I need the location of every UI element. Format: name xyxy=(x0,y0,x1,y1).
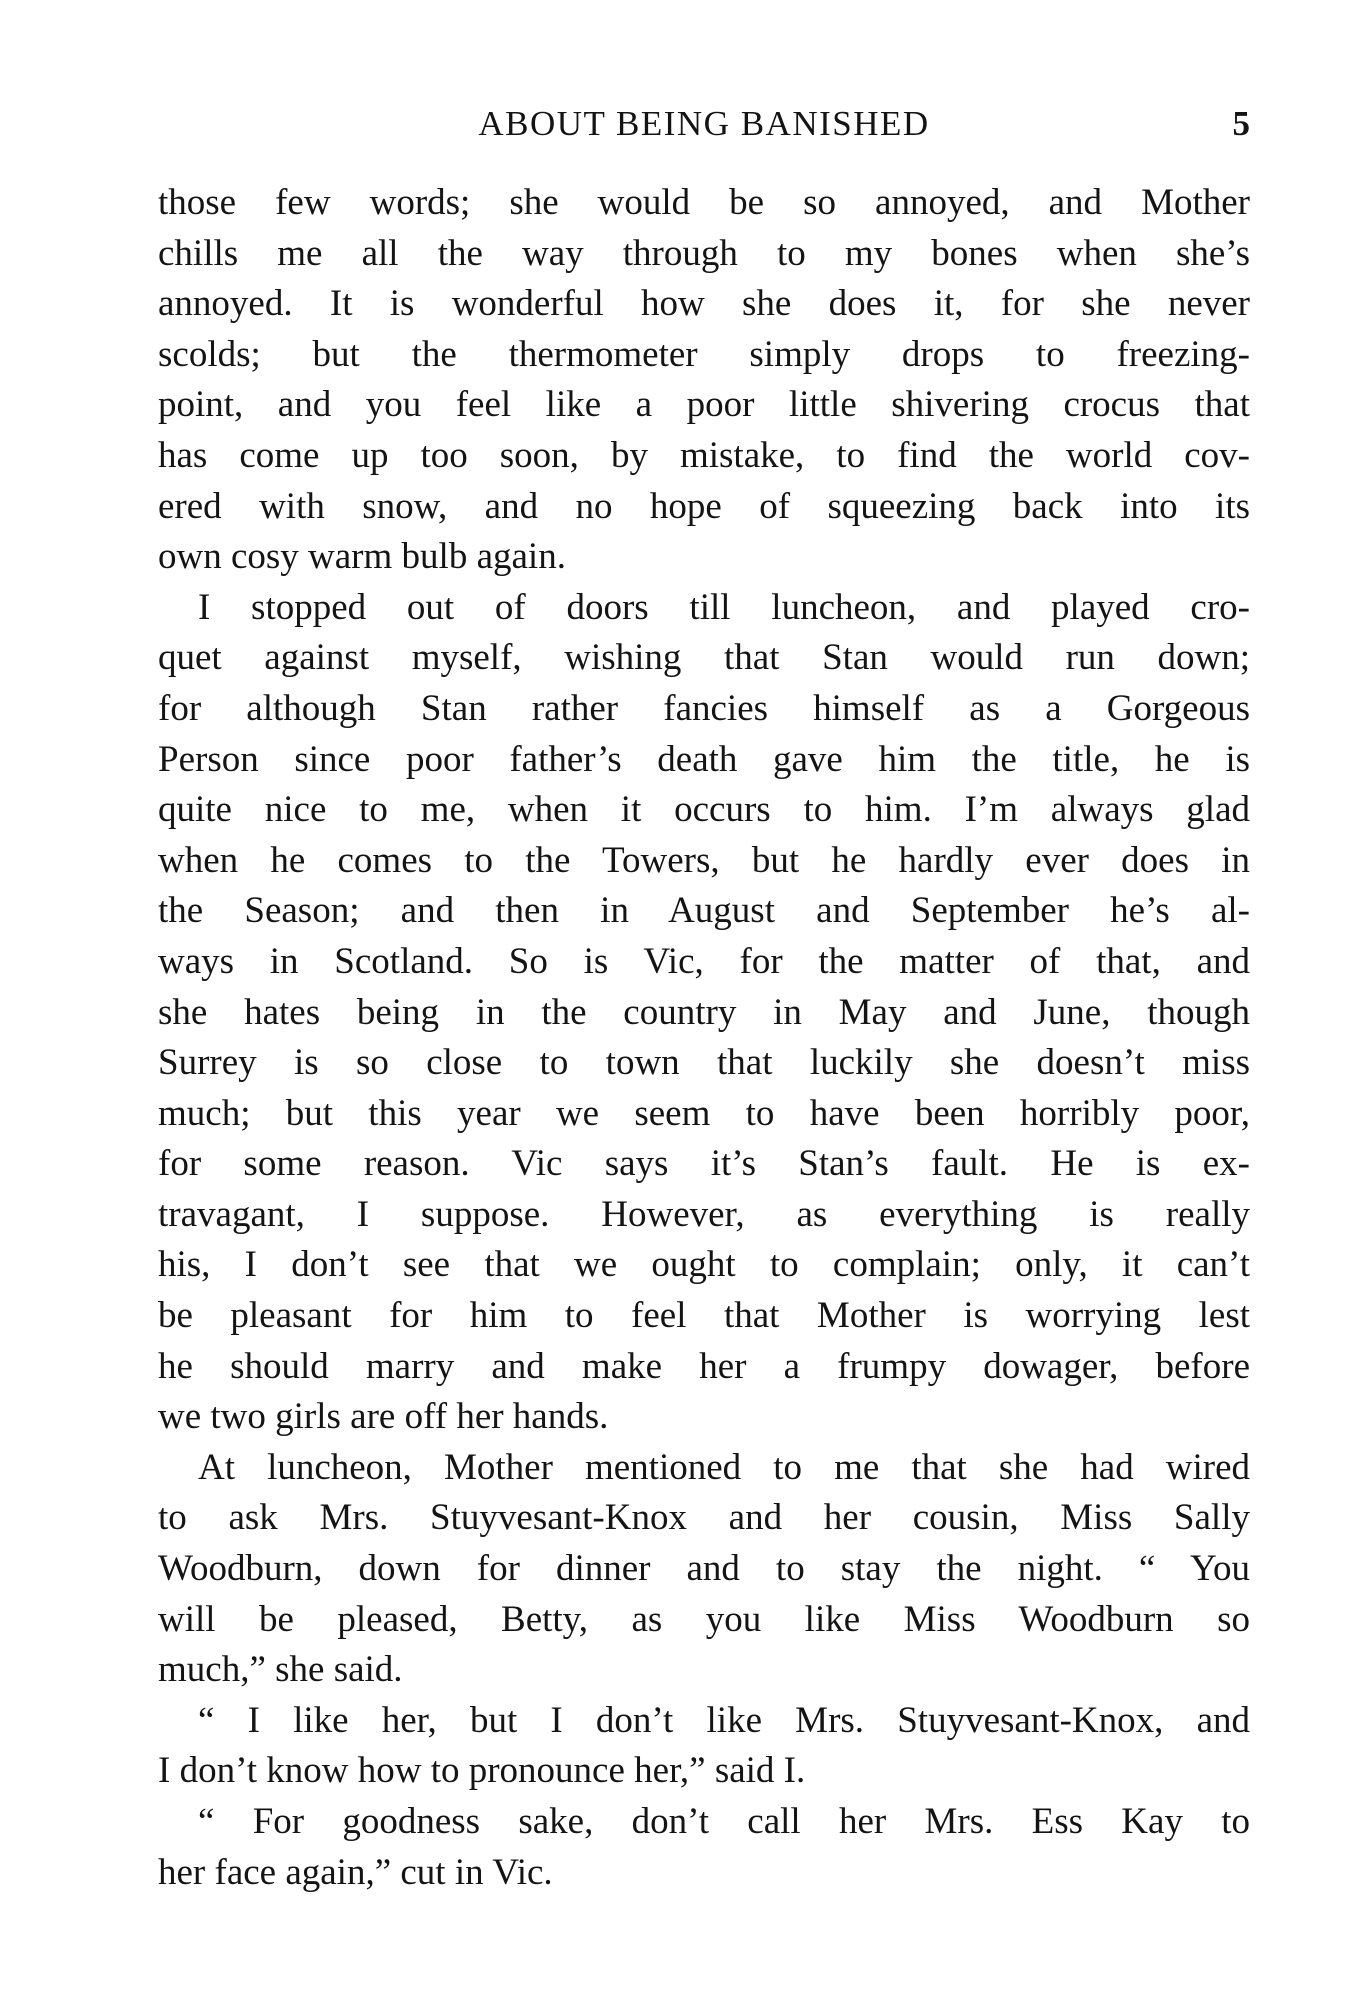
text-line: those few words; she would be so annoyed, and Mother xyxy=(158,182,1250,223)
text-line: for some reason. Vic says it’s Stan’s fault. He is ex- xyxy=(158,1143,1250,1185)
text-line: point, and you feel like a poor little shivering crocus that xyxy=(158,384,1250,426)
text-line: ways in Scotland. So is Vic, for the matter of that, and xyxy=(158,940,1250,982)
text-line: for although Stan rather fancies himself as a Gorgeous xyxy=(158,687,1250,729)
text-line: when he comes to the Towers, but he hardly ever does in xyxy=(158,839,1250,881)
text-line: quite nice to me, when it occurs to him. I’m always glad xyxy=(158,789,1250,831)
text-line: I stopped out of doors till luncheon, and played cro- xyxy=(198,586,1250,628)
paragraph xyxy=(158,178,1250,583)
text-line: to ask Mrs. Stuyvesant-Knox and her cousin, Miss Sally xyxy=(158,1497,1250,1539)
text-line: scolds; but the thermometer simply drops to freezing- xyxy=(158,333,1250,375)
paragraph xyxy=(158,1443,1250,1696)
text-line: the Season; and then in August and September he’s al- xyxy=(158,890,1250,932)
text-line: chills me all the way through to my bones when she’s xyxy=(158,232,1250,274)
text-line: ered with snow, and no hope of squeezing back into its xyxy=(158,485,1250,527)
text-line: I don’t know how to pronounce her,” said I. xyxy=(158,1750,806,1792)
paragraph xyxy=(158,583,1250,1443)
page-header xyxy=(158,104,1250,150)
paragraph xyxy=(158,1797,1250,1898)
page-number: 5 xyxy=(1232,104,1250,143)
text-line: she hates being in the country in May and June, though xyxy=(158,991,1250,1033)
text-line: we two girls are off her hands. xyxy=(158,1396,609,1438)
text-line: his, I don’t see that we ought to complain; only, it can’t xyxy=(158,1244,1250,1286)
text-line: At luncheon, Mother mentioned to me that she had wired xyxy=(198,1446,1250,1488)
text-line: own cosy warm bulb again. xyxy=(158,536,566,578)
text-line: much; but this year we seem to have been horribly poor, xyxy=(158,1092,1250,1134)
text-line: will be pleased, Betty, as you like Miss Woodburn so xyxy=(158,1598,1250,1640)
text-line: much,” she said. xyxy=(158,1649,403,1691)
body-text xyxy=(158,178,1250,1898)
text-line: Surrey is so close to town that luckily she doesn’t miss xyxy=(158,1042,1250,1084)
paragraph xyxy=(158,1696,1250,1797)
text-line: he should marry and make her a frumpy dowager, before xyxy=(158,1345,1250,1387)
text-line: be pleasant for him to feel that Mother is worrying lest xyxy=(158,1295,1250,1337)
text-line: has come up too soon, by mistake, to find the world cov- xyxy=(158,434,1250,476)
text-line: Woodburn, down for dinner and to stay the night. “ You xyxy=(158,1548,1250,1590)
text-line: travagant, I suppose. However, as everything is really xyxy=(158,1193,1250,1235)
text-line: quet against myself, wishing that Stan would run down; xyxy=(158,637,1250,679)
text-line: “ For goodness sake, don’t call her Mrs. Ess Kay to xyxy=(198,1801,1250,1842)
text-line: “ I like her, but I don’t like Mrs. Stuyvesant-Knox, and xyxy=(198,1699,1250,1741)
text-line: annoyed. It is wonderful how she does it, for she never xyxy=(158,283,1250,325)
text-line: her face again,” cut in Vic. xyxy=(158,1851,553,1893)
text-line: Person since poor father’s death gave him the title, he is xyxy=(158,738,1250,780)
running-head: ABOUT BEING BANISHED xyxy=(478,104,930,143)
